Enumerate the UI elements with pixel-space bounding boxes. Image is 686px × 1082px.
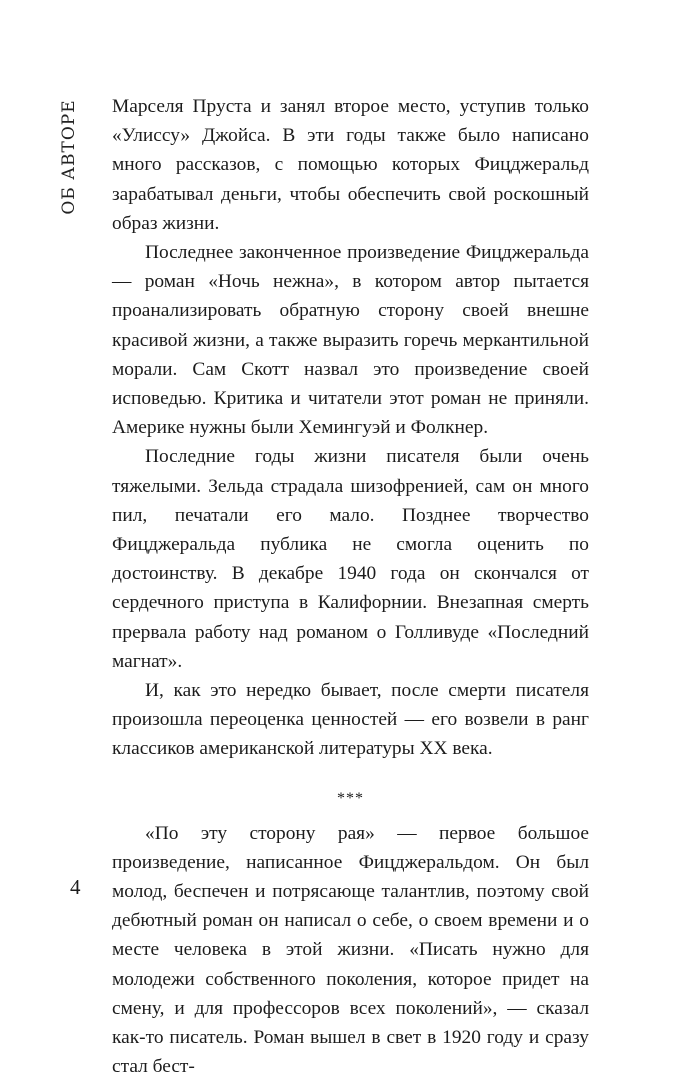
running-head xyxy=(58,98,80,216)
paragraph-continuation: Марселя Пруста и занял второе место, уступив только «Улиссу» Джойса. В эти годы также было написано много рассказов, с помощью которых Фицджеральд зарабатывал деньги, чтобы обеспечить свой роскошный образ жизни. xyxy=(112,96,589,234)
paragraph: Последние годы жизни писателя были очень тяжелыми. Зельда страдала шизофренией, сам он много пил, печатали его мало. Позднее творчество Фицджеральда публика не смогла оценить по достоинству. В декабре 1940 года он скончался от сердечного приступа в Калифорнии. Внезапная смерть прервала работу над романом о Голливуде «Последний магнат». xyxy=(112,446,589,672)
body-text xyxy=(112,92,589,1082)
running-head-label: ОБ АВТОРЕ xyxy=(59,99,79,215)
paragraph: И, как это нередко бывает, после смерти писателя произошла переоценка ценностей — его возвели в ранг классиков американской литературы XX века. xyxy=(112,680,589,760)
paragraph: Последнее законченное произведение Фицджеральда — роман «Ночь нежна», в котором автор пытается проанализировать обратную сторону своей внешне красивой жизни, а также выразить горечь меркантильной морали. Сам Скотт назвал это произведение своей исповедью. Критика и читатели этот роман не приняли. Америке нужны были Хемингуэй и Фолкнер. xyxy=(112,242,589,439)
section-break: *** xyxy=(337,789,364,807)
paragraph: «По эту сторону рая» — первое большое произведение, написанное Фицджеральдом. Он был молод, беспечен и потрясающе талантлив, поэтому свой дебютный роман он написал о себе, о своем времени и о месте человека в этой жизни. «Писать нужно для молодежи собственного поколения, которое придет на смену, и для профессоров всех поколений», — сказал как-то писатель. Роман вышел в свет в 1920 году и сразу стал бест- xyxy=(112,822,589,1078)
page-number: 4 xyxy=(70,875,81,899)
